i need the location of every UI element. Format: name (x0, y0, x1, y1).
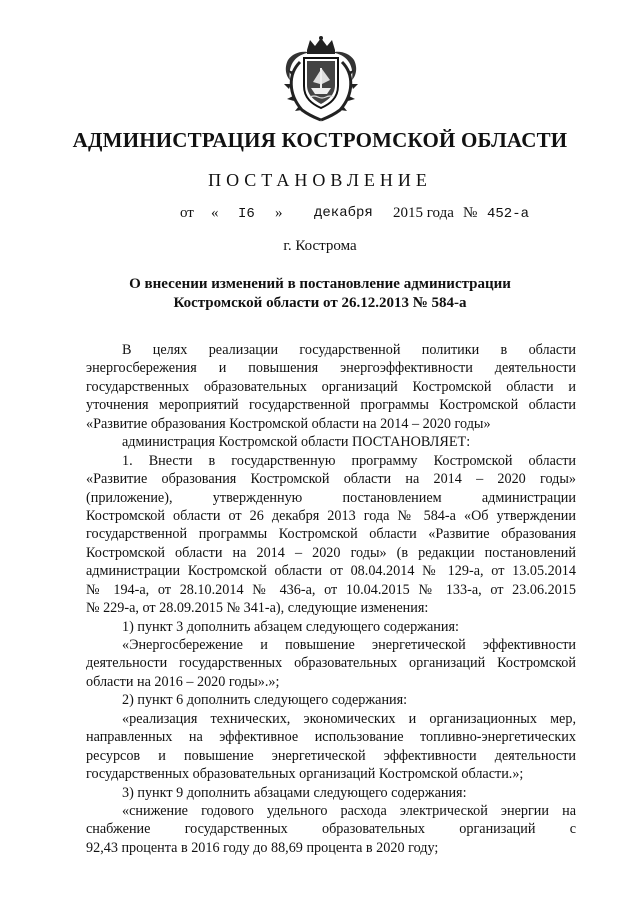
body-line: 1. Внести в государственную программу Костромской области (122, 452, 576, 469)
body-line: направленных на эффективное использование топливно-энергетических (86, 729, 576, 746)
body-line: «снижение годового удельного расхода электрической энергии на (122, 802, 576, 819)
title-line: О внесении изменений в постановление администрации (129, 276, 511, 292)
body-line: области на 2016 – 2020 годы».»; (86, 673, 280, 690)
body-line: № 194-а, от 28.10.2014 № 436-а, от 10.04.2015 № 133-а, от 23.06.2015 (86, 581, 576, 598)
body-line: энергосбережения и повышения энергоэффективности деятельности (86, 360, 576, 377)
body-line: № 229-а, от 28.09.2015 № 341-а), следующие изменения: (86, 600, 429, 617)
body-line: Костромской области на 2014 – 2020 годы» (в редакции постановлений (86, 544, 576, 561)
body-line: уточнения мероприятий государственной программы Костромской области (86, 397, 576, 414)
date-month: декабря (314, 205, 373, 221)
body-line: «Развитие образования Костромской области на 2014 – 2020 годы» (86, 471, 576, 488)
body-line: (приложение), утвержденную постановлением администрации (86, 489, 576, 506)
date-line (180, 205, 560, 225)
document-body (86, 341, 576, 857)
body-line: государственных образовательных организаций Костромской области и (86, 378, 576, 395)
body-line: деятельности государственных образовательных организаций Костромской (86, 655, 576, 672)
body-line: 1) пункт 3 дополнить абзацем следующего содержания: (122, 618, 459, 635)
document-title (0, 275, 640, 313)
body-line: 3) пункт 9 дополнить абзацами следующего содержания: (122, 784, 467, 801)
body-line: государственной программы Костромской области «Развитие образования (86, 526, 576, 543)
body-line: «Развитие образования Костромской области на 2014 – 2020 годы» (86, 415, 491, 432)
document-type: ПОСТАНОВЛЕНИЕ (208, 170, 432, 190)
title-line: Костромской области от 26.12.2013 № 584-а (173, 295, 467, 311)
kostroma-oblast-coat-of-arms-icon (280, 36, 362, 122)
year-label: 2015 года (393, 205, 454, 221)
body-line: государственных образовательных организаций Костромской области.»; (86, 766, 524, 783)
body-line: администрации Костромской области от 08.04.2014 № 129-а, от 13.05.2014 (86, 563, 576, 580)
number-sign: № (463, 205, 478, 221)
body-line: Костромской области от 26 декабря 2013 года № 584-а «Об утверждении (86, 507, 576, 524)
body-line: ресурсов и повышение энергетической эффективности деятельности (86, 747, 576, 764)
body-line: В целях реализации государственной политики в области (122, 342, 576, 358)
body-line: 2) пункт 6 дополнить следующего содержания: (122, 692, 408, 709)
body-line: 92,43 процента в 2016 году до 88,69 процента в 2020 году; (86, 839, 439, 856)
document-number: 452-а (487, 206, 530, 222)
organization-name: АДМИНИСТРАЦИЯ КОСТРОМСКОЙ ОБЛАСТИ (72, 128, 568, 152)
city: г. Кострома (283, 238, 357, 254)
date-day: I6 (238, 206, 255, 222)
from-label: от (180, 205, 194, 221)
open-quote: « (211, 205, 219, 221)
body-line: «Энергосбережение и повышение энергетической эффективности (122, 637, 576, 653)
body-line: администрация Костромской области ПОСТАНОВЛЯЕТ: (122, 434, 471, 451)
close-quote: » (275, 205, 283, 221)
body-line: «реализация технических, экономических и организационных мер, (122, 710, 576, 727)
body-line: снабжение государственных образовательных организаций с (86, 821, 576, 838)
